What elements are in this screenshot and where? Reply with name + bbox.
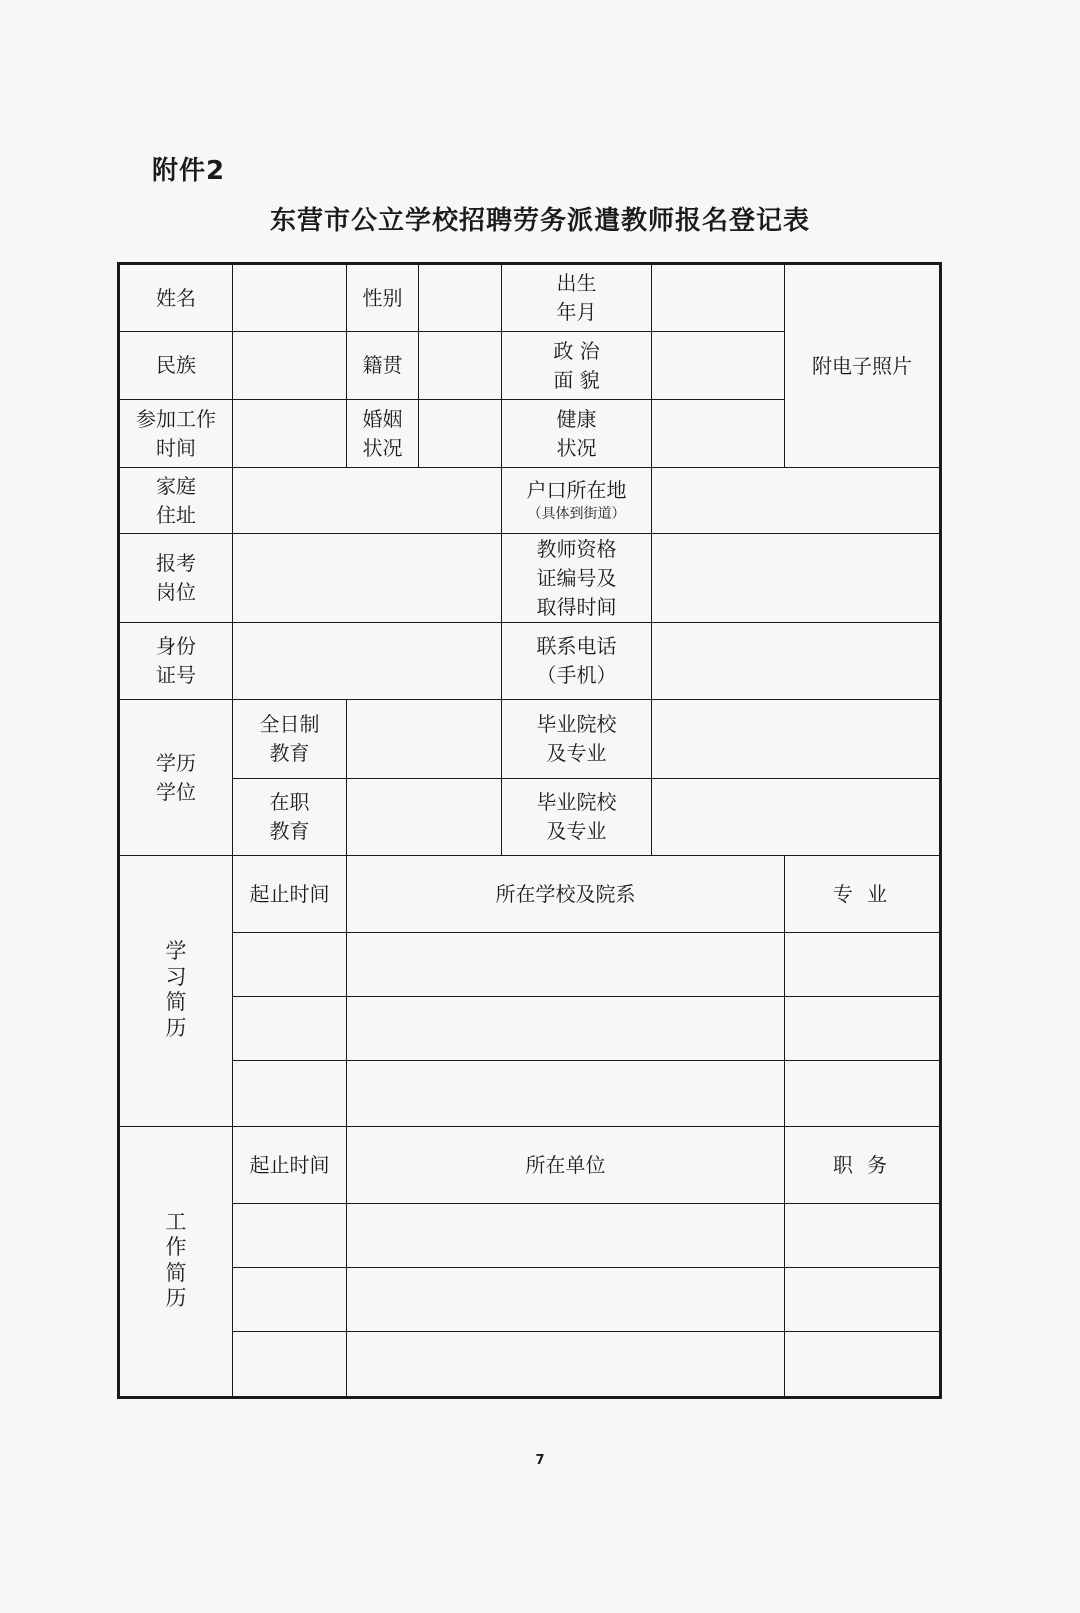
study-school-field[interactable] <box>347 1061 785 1127</box>
study-time-field[interactable] <box>233 1061 347 1127</box>
row-edu-inservice <box>119 779 941 856</box>
study-row <box>119 1061 941 1127</box>
form-title: 东营市公立学校招聘劳务派遣教师报名登记表 <box>269 206 810 236</box>
id-number-field[interactable] <box>233 623 502 700</box>
work-position-field[interactable] <box>785 1204 941 1268</box>
inservice-edu-field[interactable] <box>347 779 502 856</box>
name-field[interactable] <box>233 264 347 332</box>
study-history-text: 学习简历 <box>165 939 187 1040</box>
household-location-label <box>502 468 652 534</box>
name-label: 姓名 <box>119 264 233 332</box>
study-time-field[interactable] <box>233 933 347 997</box>
study-row <box>119 933 941 997</box>
study-col-school: 所在学校及院系 <box>347 856 785 933</box>
home-address-label: 家庭 住址 <box>119 468 233 534</box>
native-place-field[interactable] <box>419 332 502 400</box>
work-start-label: 参加工作 时间 <box>119 400 233 468</box>
inservice-school-label: 毕业院校 及专业 <box>502 779 652 856</box>
birth-label: 出生 年月 <box>502 264 652 332</box>
row-id <box>119 623 941 700</box>
study-school-field[interactable] <box>347 933 785 997</box>
row-name <box>119 264 941 332</box>
work-start-field[interactable] <box>233 400 347 468</box>
row-edu-fulltime <box>119 700 941 779</box>
household-location-note: （具体到街道） <box>527 506 626 523</box>
gender-label: 性别 <box>347 264 419 332</box>
health-status-label: 健康 状况 <box>502 400 652 468</box>
work-time-field[interactable] <box>233 1332 347 1398</box>
health-status-field[interactable] <box>652 400 785 468</box>
work-header-row <box>119 1127 941 1204</box>
study-major-field[interactable] <box>785 933 941 997</box>
fulltime-school-label: 毕业院校 及专业 <box>502 700 652 779</box>
row-address <box>119 468 941 534</box>
work-position-field[interactable] <box>785 1332 941 1398</box>
marital-status-field[interactable] <box>419 400 502 468</box>
teacher-cert-field[interactable] <box>652 534 941 623</box>
work-unit-field[interactable] <box>347 1204 785 1268</box>
study-school-field[interactable] <box>347 997 785 1061</box>
work-history-text: 工作简历 <box>165 1209 187 1311</box>
gender-field[interactable] <box>419 264 502 332</box>
fulltime-edu-field[interactable] <box>347 700 502 779</box>
applied-position-field[interactable] <box>233 534 502 623</box>
ethnicity-field[interactable] <box>233 332 347 400</box>
education-label: 学历 学位 <box>119 700 233 856</box>
study-history-label <box>119 856 233 1127</box>
study-major-field[interactable] <box>785 1061 941 1127</box>
native-place-label: 籍贯 <box>347 332 419 400</box>
work-row <box>119 1332 941 1398</box>
household-location-text: 户口所在地 <box>526 478 627 503</box>
teacher-cert-label: 教师资格 证编号及 取得时间 <box>502 534 652 623</box>
study-col-time: 起止时间 <box>233 856 347 933</box>
study-time-field[interactable] <box>233 997 347 1061</box>
work-row <box>119 1268 941 1332</box>
work-row <box>119 1204 941 1268</box>
study-major-field[interactable] <box>785 997 941 1061</box>
work-time-field[interactable] <box>233 1268 347 1332</box>
work-time-field[interactable] <box>233 1204 347 1268</box>
work-unit-field[interactable] <box>347 1268 785 1332</box>
ethnicity-label: 民族 <box>119 332 233 400</box>
work-position-field[interactable] <box>785 1268 941 1332</box>
inservice-school-field[interactable] <box>652 779 941 856</box>
household-location-field[interactable] <box>652 468 941 534</box>
phone-label: 联系电话 （手机） <box>502 623 652 700</box>
marital-status-label: 婚姻 状况 <box>347 400 419 468</box>
photo-placeholder[interactable]: 附电子照片 <box>785 264 941 468</box>
work-history-label <box>119 1127 233 1398</box>
work-col-unit: 所在单位 <box>347 1127 785 1204</box>
home-address-field[interactable] <box>233 468 502 534</box>
work-unit-field[interactable] <box>347 1332 785 1398</box>
political-status-field[interactable] <box>652 332 785 400</box>
study-row <box>119 997 941 1061</box>
registration-form-table <box>117 262 942 1399</box>
fulltime-edu-label: 全日制 教育 <box>233 700 347 779</box>
political-status-label: 政 治 面 貌 <box>502 332 652 400</box>
study-col-major: 专 业 <box>785 856 941 933</box>
inservice-edu-label: 在职 教育 <box>233 779 347 856</box>
attachment-label: 附件2 <box>152 156 226 186</box>
id-number-label: 身份 证号 <box>119 623 233 700</box>
phone-field[interactable] <box>652 623 941 700</box>
applied-position-label: 报考 岗位 <box>119 534 233 623</box>
fulltime-school-field[interactable] <box>652 700 941 779</box>
study-header-row <box>119 856 941 933</box>
work-col-position: 职 务 <box>785 1127 941 1204</box>
row-position <box>119 534 941 623</box>
birth-field[interactable] <box>652 264 785 332</box>
page-number: 7 <box>535 1453 545 1468</box>
work-col-time: 起止时间 <box>233 1127 347 1204</box>
